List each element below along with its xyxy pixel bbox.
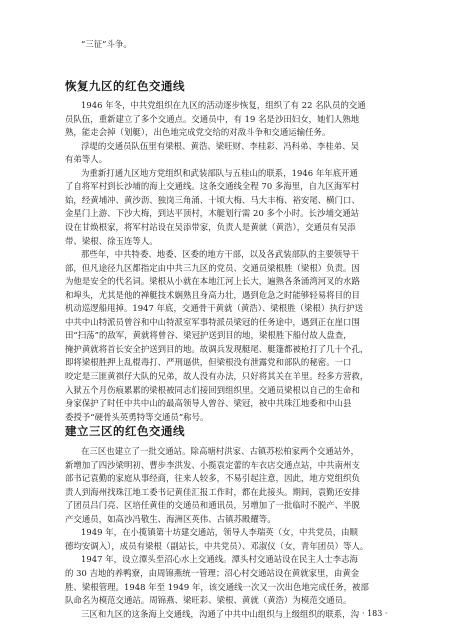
paragraph-line: 金星门上游、下沙大梅，到达平顶村，木艇划行需 20 多个小时。长沙埔交通站 — [65, 208, 360, 219]
paragraph-line: 在三区也建立了一批交通站。除高塘村洪家、古镇苏松柏家两个交通站外， — [81, 446, 360, 456]
section-title-1: 恢复九区的红色交通线 — [65, 79, 185, 93]
paragraph-line: 咬定是三匪黄祺仔大队的兄弟，故人没有办法，只好将其关在羊里。经多方营救， — [65, 371, 369, 381]
page-number: · 183 · — [362, 609, 388, 618]
paragraph-line: 设在甘焕根家，将军村站设在吴添带家，负责人是黄就（黄浩），交通员有吴添 — [65, 221, 356, 232]
paragraph-line: 1946 年冬，中共党组织在九区的活动逐步恢复，组织了有 22 名队员的交通 — [81, 100, 366, 110]
paragraph-line: 委授予“硬骨头英勇特等交通员”称号。 — [65, 411, 209, 422]
paragraph-line: 部书记袁勤的家庭从事经商，往来人较多，不易引起注意，因此，地方党组织负 — [65, 473, 360, 484]
paragraph-line: 员队伍，重新建立了多个交通点。交通员中，有 19 名是沙田妇女，她们人熟地 — [65, 113, 360, 124]
paragraph-line: 机动巡逻船甩掉。1947 年底，交通骨干黄就（黄浩）、梁根胜（梁根）执行护送 — [65, 303, 364, 314]
paragraph-line: 掩护黄就将首长安全护送到目的地。故调兵发现艇尾、艇篷都被枪打了几十个孔， — [65, 343, 369, 354]
paragraph-line: 中共中山特派员曾谷和中山特派室军事特派员梁冠的任务途中，遇到正在崖口围 — [65, 316, 360, 327]
paragraph-line: 即将梁根胜押上乱棍毒打、严刑逼供，但梁根没有泄露党和部队的秘密。一口 — [65, 357, 352, 368]
paragraph-line: 新增加了四沙梁明初、曹步李洪发、小揽袁定蕾的车衣店交通点站，中共南州支 — [65, 459, 360, 470]
paragraph-line: 为他是安全的代名词。梁根从小就在本地江河上长大，遍熟各条涌湾河叉的水路 — [65, 276, 360, 287]
paragraph-line: 1947 年，设立潭头至沼心水上交通线。潭头村交通站设在民主人士李志海 — [81, 554, 358, 565]
paragraph-line: 始，经黄埔冲、黄沙沥、独岗三角涌、十顷大梅、马大丰梅、裕安尾、横门口、 — [65, 194, 360, 205]
paragraph-line: 熟，能走会掉（划艇），出色地完成党交给的对敌斗争和交通运输任务。 — [65, 127, 331, 138]
paragraph-line: 了自将军村到长沙埔的海上交通线。这条交通线全程 70 多海里，自九区海军村 — [65, 181, 360, 192]
paragraph-line: 身家保护了时任中共中山的最高领导人曾谷、梁冠，被中共珠江地委和中山县 — [65, 398, 352, 409]
paragraph-line: 带、梁根、徐玉连等人。 — [65, 235, 158, 246]
paragraph-line: 三区和九区的这条海上交通线，沟通了中共中山组织与上级组织的联系，沟 — [81, 608, 360, 619]
paragraph-line: 那些年，中共特委、地委、区委的地方干部，以及各武装部队的主要领导干 — [81, 249, 360, 260]
paragraph-line: 责人到海州找珠江地工委书记黄佳汇报工作时，都在此接头。期间，袁勤还安排 — [65, 486, 360, 497]
paragraph-line: 和埠头，尤其是他的禅艇技术娴熟且身高力壮，遇到危急之时能够轻易将目的目 — [65, 289, 360, 300]
paragraph-line: 入狱五个月伤痕累累的梁根被同志们接回到组织里。交通员梁根以自己的生命和 — [65, 384, 360, 395]
paragraph-line: 有弟等人。 — [65, 154, 108, 165]
paragraph-line: 部，但凡途径九区都指定由中共三九区的党员、交通员梁根胜（梁根）负责。因 — [65, 262, 360, 273]
paragraph-line: 胜、梁根管理。1948 年至 1949 年，该交通线一次又一次出色地完成任务，被部 — [65, 581, 369, 592]
paragraph-line: 了团员吕门亮、区培任黄佳的交通员和通讯员，另增加了一批临时不脱产、半脱 — [65, 500, 360, 511]
paragraph-line: 田“扫荡”的敌军，黄就将曾谷、梁冠护送到目的地，梁根胜下船付故人盘查， — [65, 330, 352, 341]
section-title-2: 建立三区的红色交通线 — [65, 424, 185, 438]
paragraph-line: 队命名为模范交通站。周锦燕、梁旺彩、梁根、黄就（黄浩）为模范交通员。 — [65, 595, 352, 606]
continued-text: “三征”斗争。 — [81, 39, 132, 49]
paragraph-line: 德均安调入），成员有梁根（副站长，中共党员）、邓淑仪（女，青年团员）等人。 — [65, 540, 369, 551]
paragraph-line: 浮堤的交通员队伍里有梁根、黄浩、梁旺财、李桂彩、冯科弟、李桂弟、吴 — [81, 140, 360, 151]
paragraph-line: 1949 年，在小揽镇第十坊建交通站，领导人李瑞英（女，中共党员，由顺 — [81, 527, 358, 538]
paragraph-line: 为重新打通九区地方党组织和武装部队与五桂山的联系，1946 年年底开通 — [81, 167, 358, 178]
paragraph-line: 产交通员，如高沙冯敬生、海洲区英伟、古镇苏殿耀等。 — [65, 513, 276, 524]
paragraph-line: 的 30 吉地的养鸭寮，由周锦燕统一管理；沼心村交通站设在黄就家里，由黄金 — [65, 567, 360, 578]
